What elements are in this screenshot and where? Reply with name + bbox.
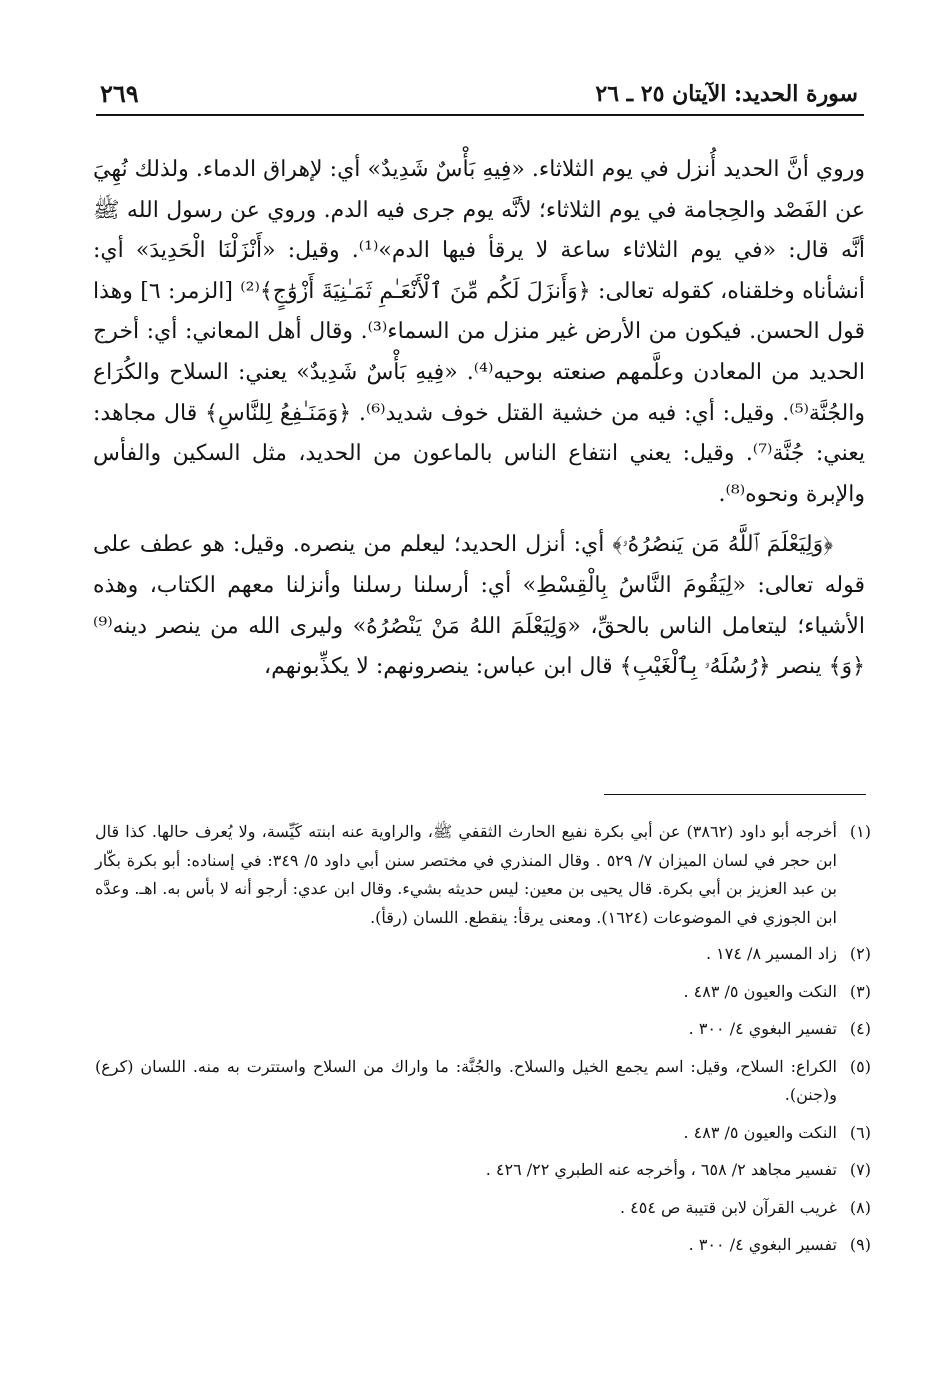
- main-text: [93, 150, 865, 688]
- footnote-number: (٣): [849, 981, 871, 1001]
- footnote-number: (٩): [849, 1235, 871, 1254]
- paragraph-2: ﴿وَلِيَعْلَمَ ٱللَّهُ مَن يَنصُرُهُۥ﴾ أي: أنزل الحديد؛ ليعلم من ينصره. وقيل: هو عطف على قوله تعالى: «لِيَقُومَ النَّاسُ بِالْقِسْطِ» أي: أرسلنا رسلنا وأنزلنا معهم الكتاب، وهذه الأشياء؛ ليتعامل الناس بالحقِّ، «وَلِيَعْلَمَ اللهُ مَنْ يَنْصُرُهُ» وليرى الله من ينصر دينه⁽⁹⁾ ﴿وَ﴾ ينصر ﴿رُسُلَهُۥ بِٱلْغَيْبِ﴾ قال ابن عباس: ينصرونهم: لا يكذِّبونهم،: [93, 532, 865, 680]
- surah-title: سورة الحديد: الآيتان ٢٥ ـ ٢٦: [595, 81, 858, 107]
- footnote-text: تفسير البغوي ٤/ ٣٠٠ .: [688, 1019, 837, 1038]
- paragraph-1: وروي أنَّ الحديد أُنزل في يوم الثلاثاء. «فِيهِ بَأْسٌ شَدِيدٌ» أي: لإهراق الدماء. ولذلك نُهِيَ عن الفَصْد والحِجامة في يوم الثلاثاء؛ لأنَّه يوم جرى فيه الدم. وروي عن رسول الله ﷺ أنَّه قال: «في يوم الثلاثاء ساعة لا يرقأ فيها الدم»⁽¹⁾. وقيل: «أَنْزَلْنَا الْحَدِيدَ» أي: أنشأناه وخلقناه، كقوله تعالى: ﴿وَأَنزَلَ لَكُم مِّنَ ٱلْأَنْعَـٰمِ ثَمَـٰنِيَةَ أَزْوَٰجٍ﴾⁽²⁾ [الزمر: ٦] وهذا قول الحسن. فيكون من الأرض غير منزل من السماء⁽³⁾. وقال أهل المعاني: أي: أخرج الحديد من المعادن وعلَّمهم صنعته بوحيه⁽⁴⁾. «فِيهِ بَأْسٌ شَدِيدٌ» يعني: السلاح والكُرَاع والجُنَّة⁽⁵⁾. وقيل: أي: فيه من خشية القتل خوف شديد⁽⁶⁾. ﴿وَمَنَـٰفِعُ لِلنَّاسِ﴾ قال مجاهد: يعني: جُنَّة⁽⁷⁾. وقيل: يعني انتفاع الناس بالماعون من الحديد، مثل السكين والفأس والإبرة ونحوه⁽⁸⁾.: [93, 157, 865, 507]
- footnote-8: [95, 1194, 871, 1223]
- footnote-number: (٢): [849, 944, 871, 963]
- footnote-5: [95, 1053, 871, 1110]
- footnote-text: الكراع: السلاح، وقيل: اسم يجمع الخيل والسلاح. والجُنَّة: ما واراك من السلاح واستترت به منه. اللسان (كرع) و(جنن).: [95, 1056, 837, 1104]
- footnote-number: (٧): [849, 1160, 871, 1179]
- footnote-3: [95, 978, 871, 1007]
- footnote-divider: [604, 794, 866, 795]
- footnote-text: تفسير مجاهد ٢/ ٦٥٨ ، وأخرجه عنه الطبري ٢٢/ ٤٢٦ .: [485, 1160, 837, 1179]
- footnote-number: (٥): [849, 1056, 871, 1076]
- footnote-text: النكت والعيون ٥/ ٤٨٣ .: [683, 981, 837, 1001]
- footnote-2: [95, 940, 871, 969]
- page-number: ٢٦٩: [100, 79, 139, 108]
- footnote-6: [95, 1119, 871, 1148]
- footnote-4: [95, 1015, 871, 1044]
- footnote-number: (٨): [849, 1197, 871, 1217]
- footnote-text: النكت والعيون ٥/ ٤٨٣ .: [683, 1122, 837, 1142]
- running-header: [96, 78, 864, 114]
- footnote-text: زاد المسير ٨/ ١٧٤ .: [706, 944, 837, 963]
- footnote-1: [95, 818, 871, 932]
- header-divider: [96, 114, 864, 116]
- footnote-number: (٤): [849, 1019, 871, 1038]
- footnote-text: غريب القرآن لابن قتيبة ص ٤٥٤ .: [620, 1197, 837, 1217]
- footnote-number: (٦): [849, 1122, 871, 1142]
- footnote-text: أخرجه أبو داود (٣٨٦٢) عن أبي بكرة نفيع الحارث الثقفي ﷺ، والراوية عنه ابنته كَيِّسة، ولا يُعرف حالها. كذا قال ابن حجر في لسان الميزان ٧/ ٥٢٩ . وقال المنذري في مختصر سنن أبي داود ٥/ ٣٤٩: في إسناده: أبو بكرة بكّار بن عبد العزيز بن أبي بكرة. قال يحيى بن معين: ليس حديثه بشيء. وقال ابن عدي: أرجو أنه لا بأس به. اهـ. وعدَّه ابن الجوزي في الموضوعات (١٦٢٤). ومعنى يرقأ: ينقطع. اللسان (رقأ).: [95, 822, 838, 927]
- footnote-number: (١): [849, 822, 871, 841]
- footnote-9: [95, 1231, 871, 1260]
- footnote-7: [95, 1156, 871, 1185]
- footnote-text: تفسير البغوي ٤/ ٣٠٠ .: [688, 1235, 837, 1254]
- footnotes: [95, 818, 871, 1269]
